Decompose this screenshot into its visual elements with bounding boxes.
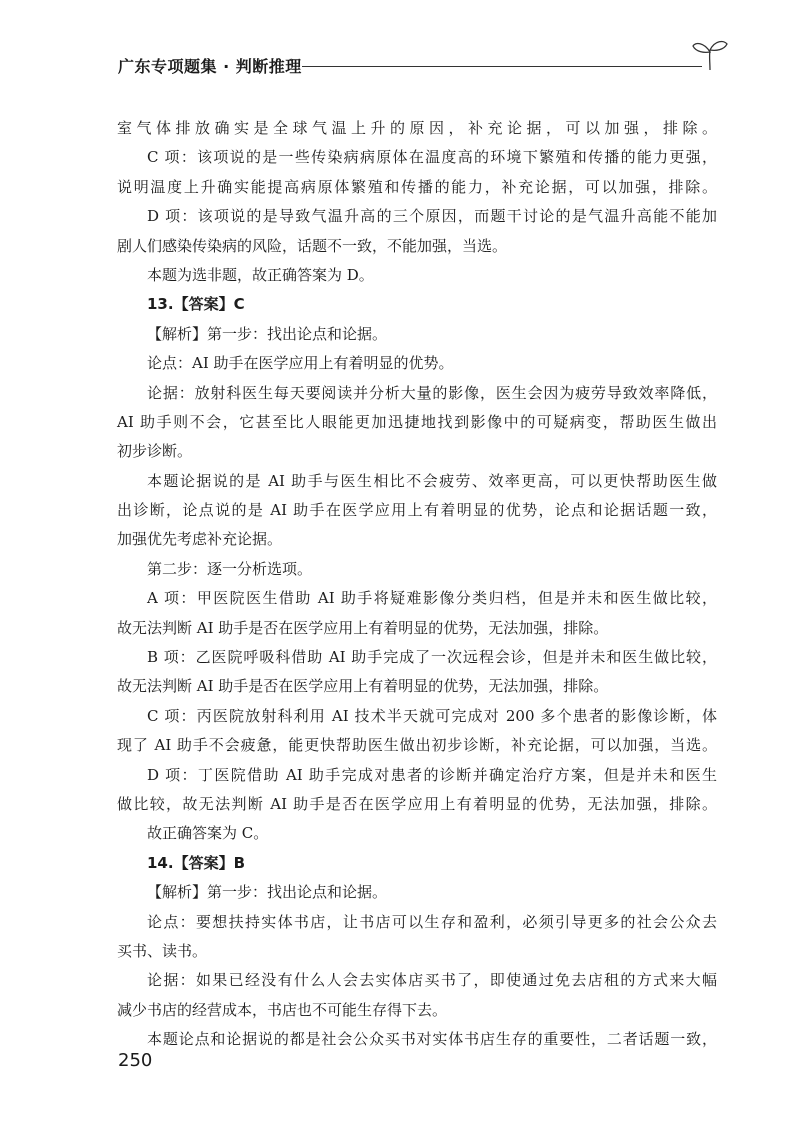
text-line: 本题论点和论据说的都是社会公众买书对实体书店生存的重要性，二者话题一致， <box>147 1030 717 1049</box>
text-line: 论点：要想扶持实体书店，让书店可以生存和盈利，必须引导更多的社会公众去 <box>147 912 717 931</box>
text-line: 本题论据说的是 AI 助手与医生相比不会疲劳、效率更高，可以更快帮助医生做 <box>147 471 717 490</box>
text-line: C 项：丙医院放射科利用 AI 技术半天就可完成对 200 多个患者的影像诊断，体 <box>147 706 717 725</box>
text-line: D 项：该项说的是导致气温升高的三个原因，而题干讨论的是气温升高能不能加 <box>147 207 717 226</box>
text-line: AI 助手则不会，它甚至比人眼能更加迅捷地找到影像中的可疑病变，帮助医生做出 <box>117 412 717 431</box>
text-line: 本题为选非题，故正确答案为 D。 <box>147 265 374 284</box>
text-line: 第二步：逐一分析选项。 <box>147 559 313 578</box>
page-number: 250 <box>118 1050 153 1071</box>
text-line: 故正确答案为 C。 <box>147 824 269 843</box>
text-line: 加强优先考虑补充论据。 <box>117 530 283 549</box>
text-line: 论据：放射科医生每天要阅读并分析大量的影像，医生会因为疲劳导致效率降低， <box>147 383 717 402</box>
running-header <box>118 48 718 78</box>
header-title: 广东专项题集 · 判断推理 <box>118 57 302 76</box>
text-line: 论点：AI 助手在医学应用上有着明显的优势。 <box>147 354 454 373</box>
text-line: 室气体排放确实是全球气温上升的原因，补充论据，可以加强，排除。 <box>117 119 717 137</box>
text-line: A 项：甲医院医生借助 AI 助手将疑难影像分类归档，但是并未和医生做比较， <box>147 589 717 608</box>
answer-heading: 13.【答案】C <box>147 295 245 314</box>
analysis-heading: 【解析】第一步：找出论点和论据。 <box>147 883 388 902</box>
text-line: 故无法判断 AI 助手是否在医学应用上有着明显的优势，无法加强，排除。 <box>117 618 609 637</box>
text-line: 故无法判断 AI 助手是否在医学应用上有着明显的优势，无法加强，排除。 <box>117 677 609 696</box>
text-line: 出诊断，论点说的是 AI 助手在医学应用上有着明显的优势，论点和论据话题一致， <box>117 501 717 520</box>
text-line: D 项：丁医院借助 AI 助手完成对患者的诊断并确定治疗方案，但是并未和医生 <box>147 765 717 784</box>
analysis-heading: 【解析】第一步：找出论点和论据。 <box>147 324 388 343</box>
text-line: 剧人们感染传染病的风险，话题不一致，不能加强，当选。 <box>117 236 508 255</box>
text-line: 做比较，故无法判断 AI 助手是否在医学应用上有着明显的优势，无法加强，排除。 <box>117 794 717 813</box>
text-line: B 项：乙医院呼吸科借助 AI 助手完成了一次远程会诊，但是并未和医生做比较， <box>147 648 717 667</box>
text-line: 现了 AI 助手不会疲惫，能更快帮助医生做出初步诊断，补充论据，可以加强，当选。 <box>117 736 717 755</box>
text-line: 减少书店的经营成本，书店也不可能生存得下去。 <box>117 1000 448 1019</box>
sprout-icon <box>690 36 730 72</box>
page-body <box>117 114 717 1055</box>
text-line: 说明温度上升确实能提高病原体繁殖和传播的能力，补充论据，可以加强，排除。 <box>117 177 717 196</box>
answer-heading: 14.【答案】B <box>147 853 246 872</box>
header-rule <box>302 66 702 67</box>
text-line: 论据：如果已经没有什么人会去实体店买书了，即使通过免去店租的方式来大幅 <box>147 971 717 990</box>
text-line: C 项：该项说的是一些传染病病原体在温度高的环境下繁殖和传播的能力更强， <box>147 148 717 167</box>
text-line: 买书、读书。 <box>117 941 208 960</box>
text-line: 初步诊断。 <box>117 442 193 461</box>
